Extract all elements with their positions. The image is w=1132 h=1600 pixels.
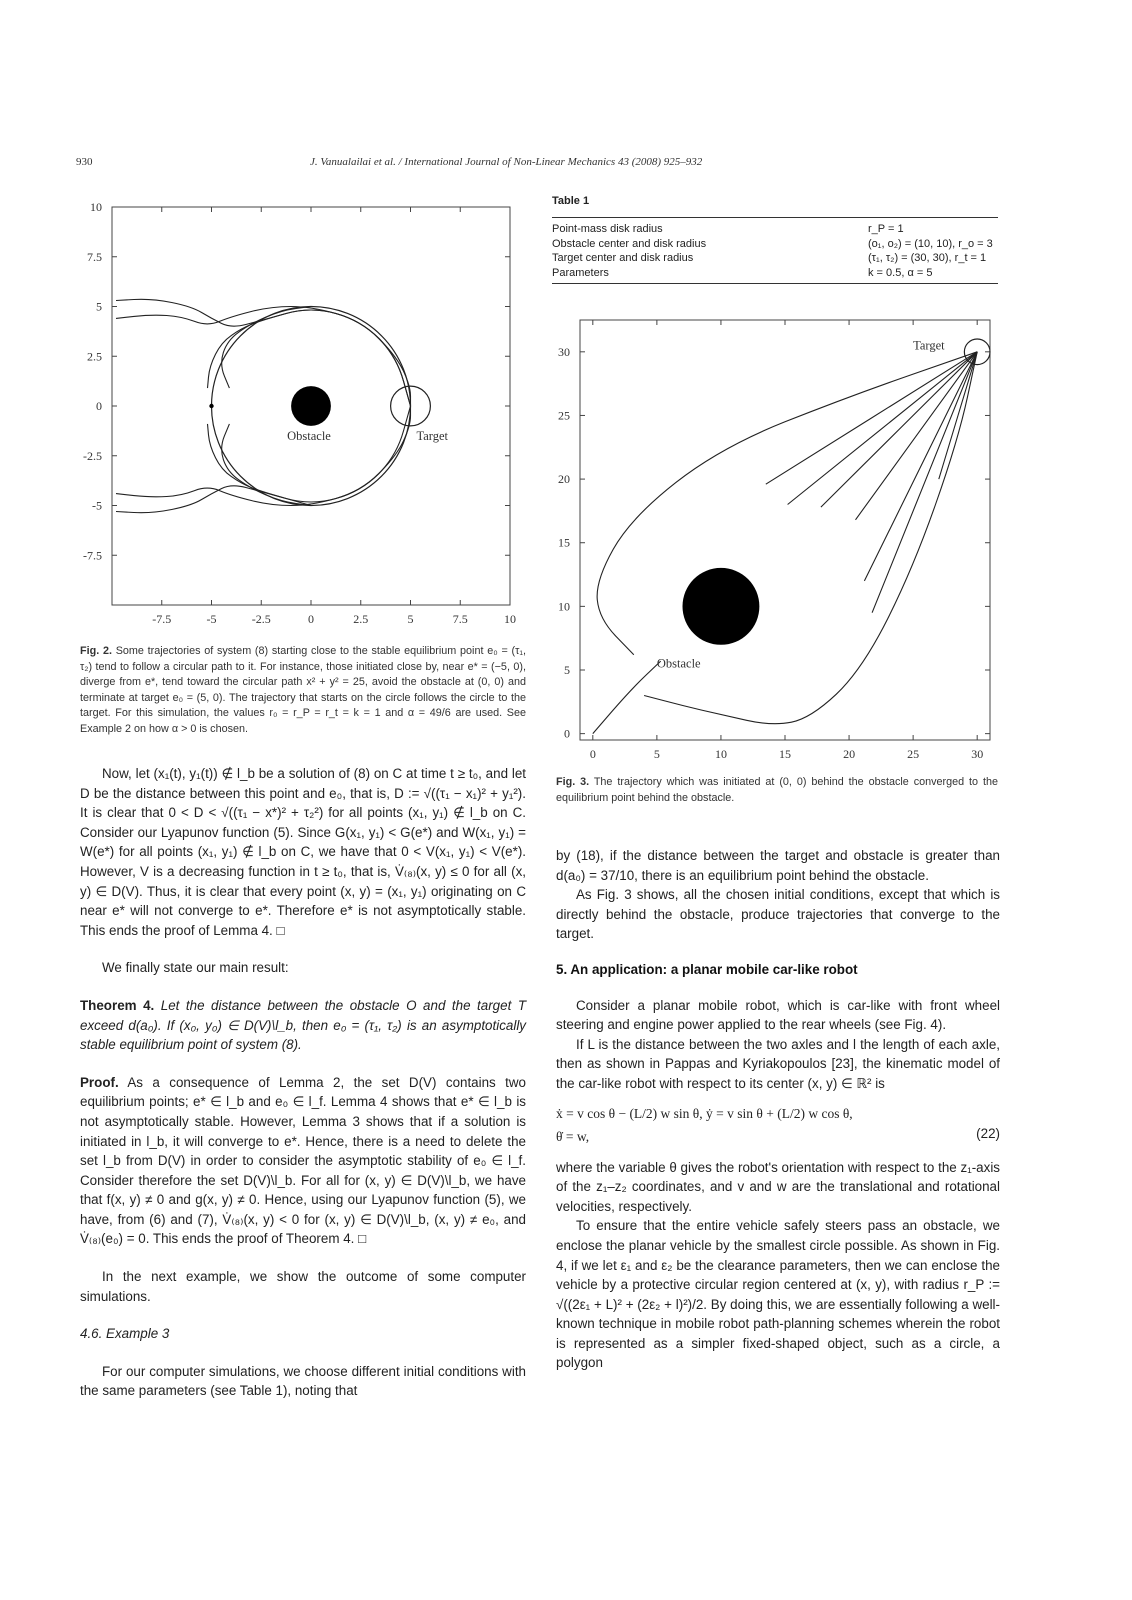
running-title: J. Vanualailai et al. / International Journal of Non-Linear Mechanics 43 (2008) 925–932 <box>310 156 703 168</box>
y-tick-label: -2.5 <box>83 448 102 463</box>
trajectory-ray-6 <box>872 352 977 613</box>
x-tick-label: 0 <box>308 612 314 626</box>
section-heading: 5. An application: a planar mobile car-like robot <box>556 961 858 977</box>
trajectory-traj-upper-2 <box>116 307 411 407</box>
fig3-ticks <box>558 320 990 761</box>
y-tick-label: 30 <box>558 344 570 359</box>
y-tick-label: 10 <box>90 200 102 214</box>
fig2-obstacle-label: Obstacle <box>287 428 331 443</box>
fig2-target-label: Target <box>416 428 449 443</box>
table1 <box>552 195 998 284</box>
table1-row <box>552 266 998 281</box>
x-tick-label: 15 <box>779 747 791 761</box>
right-para-2: As Fig. 3 shows, all the chosen initial conditions, except that which is directly behind the obstacle, produce trajectories that converge to the target. <box>556 887 1000 942</box>
table1-cell-value: r_P = 1 <box>868 223 904 235</box>
x-tick-label: 25 <box>907 747 920 761</box>
equation-number: (22) <box>976 1125 1000 1141</box>
fig2-caption <box>80 644 526 737</box>
table1-cell-value: (o₁, o₂) = (10, 10), r_o = 3 <box>868 237 993 250</box>
y-tick-label: 10 <box>558 599 570 614</box>
y-tick-label: 20 <box>558 472 570 487</box>
table1-cell-value: k = 0.5, α = 5 <box>868 266 933 279</box>
y-tick-label: 0 <box>564 726 570 741</box>
proof <box>80 1073 526 1249</box>
x-tick-label: 5 <box>653 747 660 761</box>
table1-title: Table 1 <box>552 195 590 207</box>
table1-row <box>552 251 998 266</box>
right-para-1: by (18), if the distance between the target and obstacle is greater than d(a₀) = 37/10, there is an equilibrium point behind the obstacle. <box>556 848 1000 883</box>
x-tick-label: -7.5 <box>152 612 172 626</box>
subsection-heading: 4.6. Example 3 <box>80 1326 170 1342</box>
y-tick-label: 7.5 <box>87 249 102 264</box>
y-tick-label: 15 <box>558 535 570 550</box>
equation-line-2: θ̇ = w, <box>556 1129 590 1145</box>
y-tick-label: -5 <box>92 498 102 513</box>
equation-22 <box>556 1104 1000 1148</box>
right-column <box>556 846 1000 1373</box>
fig3-chart <box>548 310 1008 765</box>
fig3-caption-text: The trajectory which was initiated at (0, 0) behind the obstacle converged to the equilibrium point behind the obstacle. <box>556 776 998 804</box>
left-para-2: We finally state our main result: <box>102 960 289 976</box>
y-tick-label: 0 <box>96 399 102 413</box>
obstacle-disk <box>291 386 331 426</box>
table1-row <box>552 222 998 237</box>
table1-row <box>552 237 998 252</box>
left-para-3: In the next example, we show the outcome of some computer simulations. <box>80 1269 526 1304</box>
fig2-caption-text: Some trajectories of system (8) starting close to the stable equilibrium point e₀ = (τ₁, τ₂) tend to follow a circular path to it. For instance, those initiated close by, near e* = (−5, 0), diverge from e*, tend toward the circular path x² + y² = 25, avoid the obstacle at (0, 0) and terminate at target e₀ = (5, 0). The trajectory that starts on the circle follows the circle to the target. For this simulation, the values r₀ = r_P = r_t = k = 1 and α = 49/6 are used. See Example 2 on how α > 0 is chosen. <box>80 645 527 735</box>
trajectory-ray-2 <box>788 352 978 505</box>
x-tick-label: 10 <box>714 747 727 761</box>
proof-text: As a consequence of Lemma 2, the set D(V) contains two equilibrium points; e* ∈ l_b and e₀ ∈ l_f. Lemma 4 shows that e* ∈ l_b is not asymptotically stable. However, Lemma 3 shows that if a solution is initiated in l_b, it will converge to e*. Hence, there is a need to delete the set l_b from D(V) in order to consider the asymptotic stability of e₀ ∈ l_f. Consider therefore the set D(V)\l_b. For all for (x, y) ∈ D(V)\l_b, we have that f(x, y) ≠ 0 and g(x, y) ≠ 0. Hence, using our Lyapunov function (5), we have, from (6) and (7), V̇₍₈₎(x, y) < 0 for (x, y) ∈ D(V)\l_b, (x, y) ≠ e₀, and V̇₍₈₎(e₀) = 0. This ends the proof of Theorem 4. □ <box>80 1074 527 1247</box>
obstacle-disk <box>683 568 760 645</box>
x-tick-label: 30 <box>971 747 984 761</box>
x-tick-label: 0 <box>589 747 596 761</box>
theorem-4 <box>80 996 526 1055</box>
table1-cell-label: Obstacle center and disk radius <box>552 237 707 250</box>
x-tick-label: -5 <box>206 612 217 626</box>
table1-cell-label: Target center and disk radius <box>552 252 694 264</box>
equilibrium-point <box>209 404 213 408</box>
y-tick-label: 2.5 <box>87 349 102 364</box>
y-tick-label: -7.5 <box>83 548 102 563</box>
right-para-5: where the variable θ gives the robot's orientation with respect to the z₁-axis of the z₁–z₂ coordinates, and v and w are the translational and rotational velocities, respectively. <box>556 1159 1000 1214</box>
table1-cell-label: Parameters <box>552 266 609 279</box>
x-tick-label: -2.5 <box>251 612 271 626</box>
fig2-caption-label: Fig. 2. <box>80 645 112 657</box>
left-column <box>80 764 526 1401</box>
x-tick-label: 7.5 <box>452 612 468 626</box>
x-tick-label: 2.5 <box>353 612 369 626</box>
fig3-target-label: Target <box>913 338 945 353</box>
theorem-label: Theorem 4. <box>80 997 155 1013</box>
right-para-4: If L is the distance between the two axles and l the length of each axle, then as shown in Pappas and Kyriakopoulos [23], the kinematic model of the car-like robot with respect to its center (x, y) ∈ ℝ² is <box>556 1036 1000 1091</box>
fig2-shapes <box>209 307 430 506</box>
fig3-caption <box>556 775 998 806</box>
table1-cell-label: Point-mass disk radius <box>552 223 663 235</box>
fig3-trajectories <box>593 352 977 734</box>
trajectory-ray-1 <box>766 352 977 484</box>
x-tick-label: 10 <box>504 612 516 626</box>
fig3-plot-frame <box>580 320 990 740</box>
proof-label: Proof. <box>80 1074 119 1090</box>
fig2-trajectories <box>116 299 411 512</box>
right-para-3: Consider a planar mobile robot, which is car-like with front wheel steering and engine power applied to the rear wheels (see Fig. 4). <box>556 997 1000 1033</box>
left-para-1: Now, let (x₁(t), y₁(t)) ∉ l_b be a solution of (8) on C at time t ≥ t₀, and let D be the distance between this point and e₀, that is, D := √((τ₁ − x₁)² + y₁²). It is clear that 0 < D < √((τ₁ − x*)² + τ₂²) for all points (x₁, y₁) ∉ l_b on C. Consider our Lyapunov function (5). Since G(x₁, y₁) < G(e*) and W(x₁, y₁) = W(e*) for all points (x₁, y₁) ∉ l_b on C, we have that 0 < V(x₁, y₁) < V(e*). However, V is a decreasing function in t ≥ t₀, that is, V̇₍₈₎(x, y) ≤ 0 for all (x, y) ∈ D(V). Thus, it is clear that every point (x, y) = (x₁, y₁) originating on C near e* will not converge to e*. Therefore e* is not asymptotically stable. This ends the proof of Lemma 4. □ <box>80 766 526 938</box>
x-tick-label: 5 <box>407 612 414 626</box>
page-number: 930 <box>76 156 93 168</box>
equation-line-1: ẋ = v cos θ − (L/2) w sin θ, ẏ = v sin θ + (L/2) w cos θ, <box>556 1105 853 1121</box>
y-tick-label: 25 <box>558 408 570 423</box>
fig3-obstacle-label: Obstacle <box>656 656 701 671</box>
y-tick-label: 5 <box>564 663 570 677</box>
x-tick-label: 20 <box>843 747 856 761</box>
y-tick-label: 5 <box>96 299 102 314</box>
right-para-6: To ensure that the entire vehicle safely steers pass an obstacle, we enclose the planar vehicle by the smallest circle possible. As shown in Fig. 4, if we let ε₁ and ε₂ be the clearance parameters, then we can enclose the vehicle by a protective circular region centered at (x, y), with radius r_P := √((2ε₁ + L)² + (2ε₂ + l)²)/2. By doing this, we are essentially following a well-known technique in mobile robot path-planning schemes wherein the robot is represented as a simpler fixed-shaped object, such as a circle, a polygon <box>556 1218 1000 1371</box>
fig3-caption-label: Fig. 3. <box>556 776 590 788</box>
trajectory-traj-lower-2 <box>116 406 411 506</box>
theorem-text: Let the distance between the obstacle O and the target T exceed d(a₀). If (x₀, y₀) ∈ D(V)\l_b, then e₀ = (τ₁, τ₂) is an asymptotically stable equilibrium point of system (8). <box>80 997 526 1053</box>
trajectory-ray-5 <box>864 352 977 581</box>
table1-cell-value: (τ₁, τ₂) = (30, 30), r_t = 1 <box>868 252 987 264</box>
left-para-4: For our computer simulations, we choose different initial conditions with the same parameters (see Table 1), noting that <box>80 1363 526 1399</box>
table1-body <box>552 217 998 284</box>
fig2-chart <box>70 195 540 635</box>
